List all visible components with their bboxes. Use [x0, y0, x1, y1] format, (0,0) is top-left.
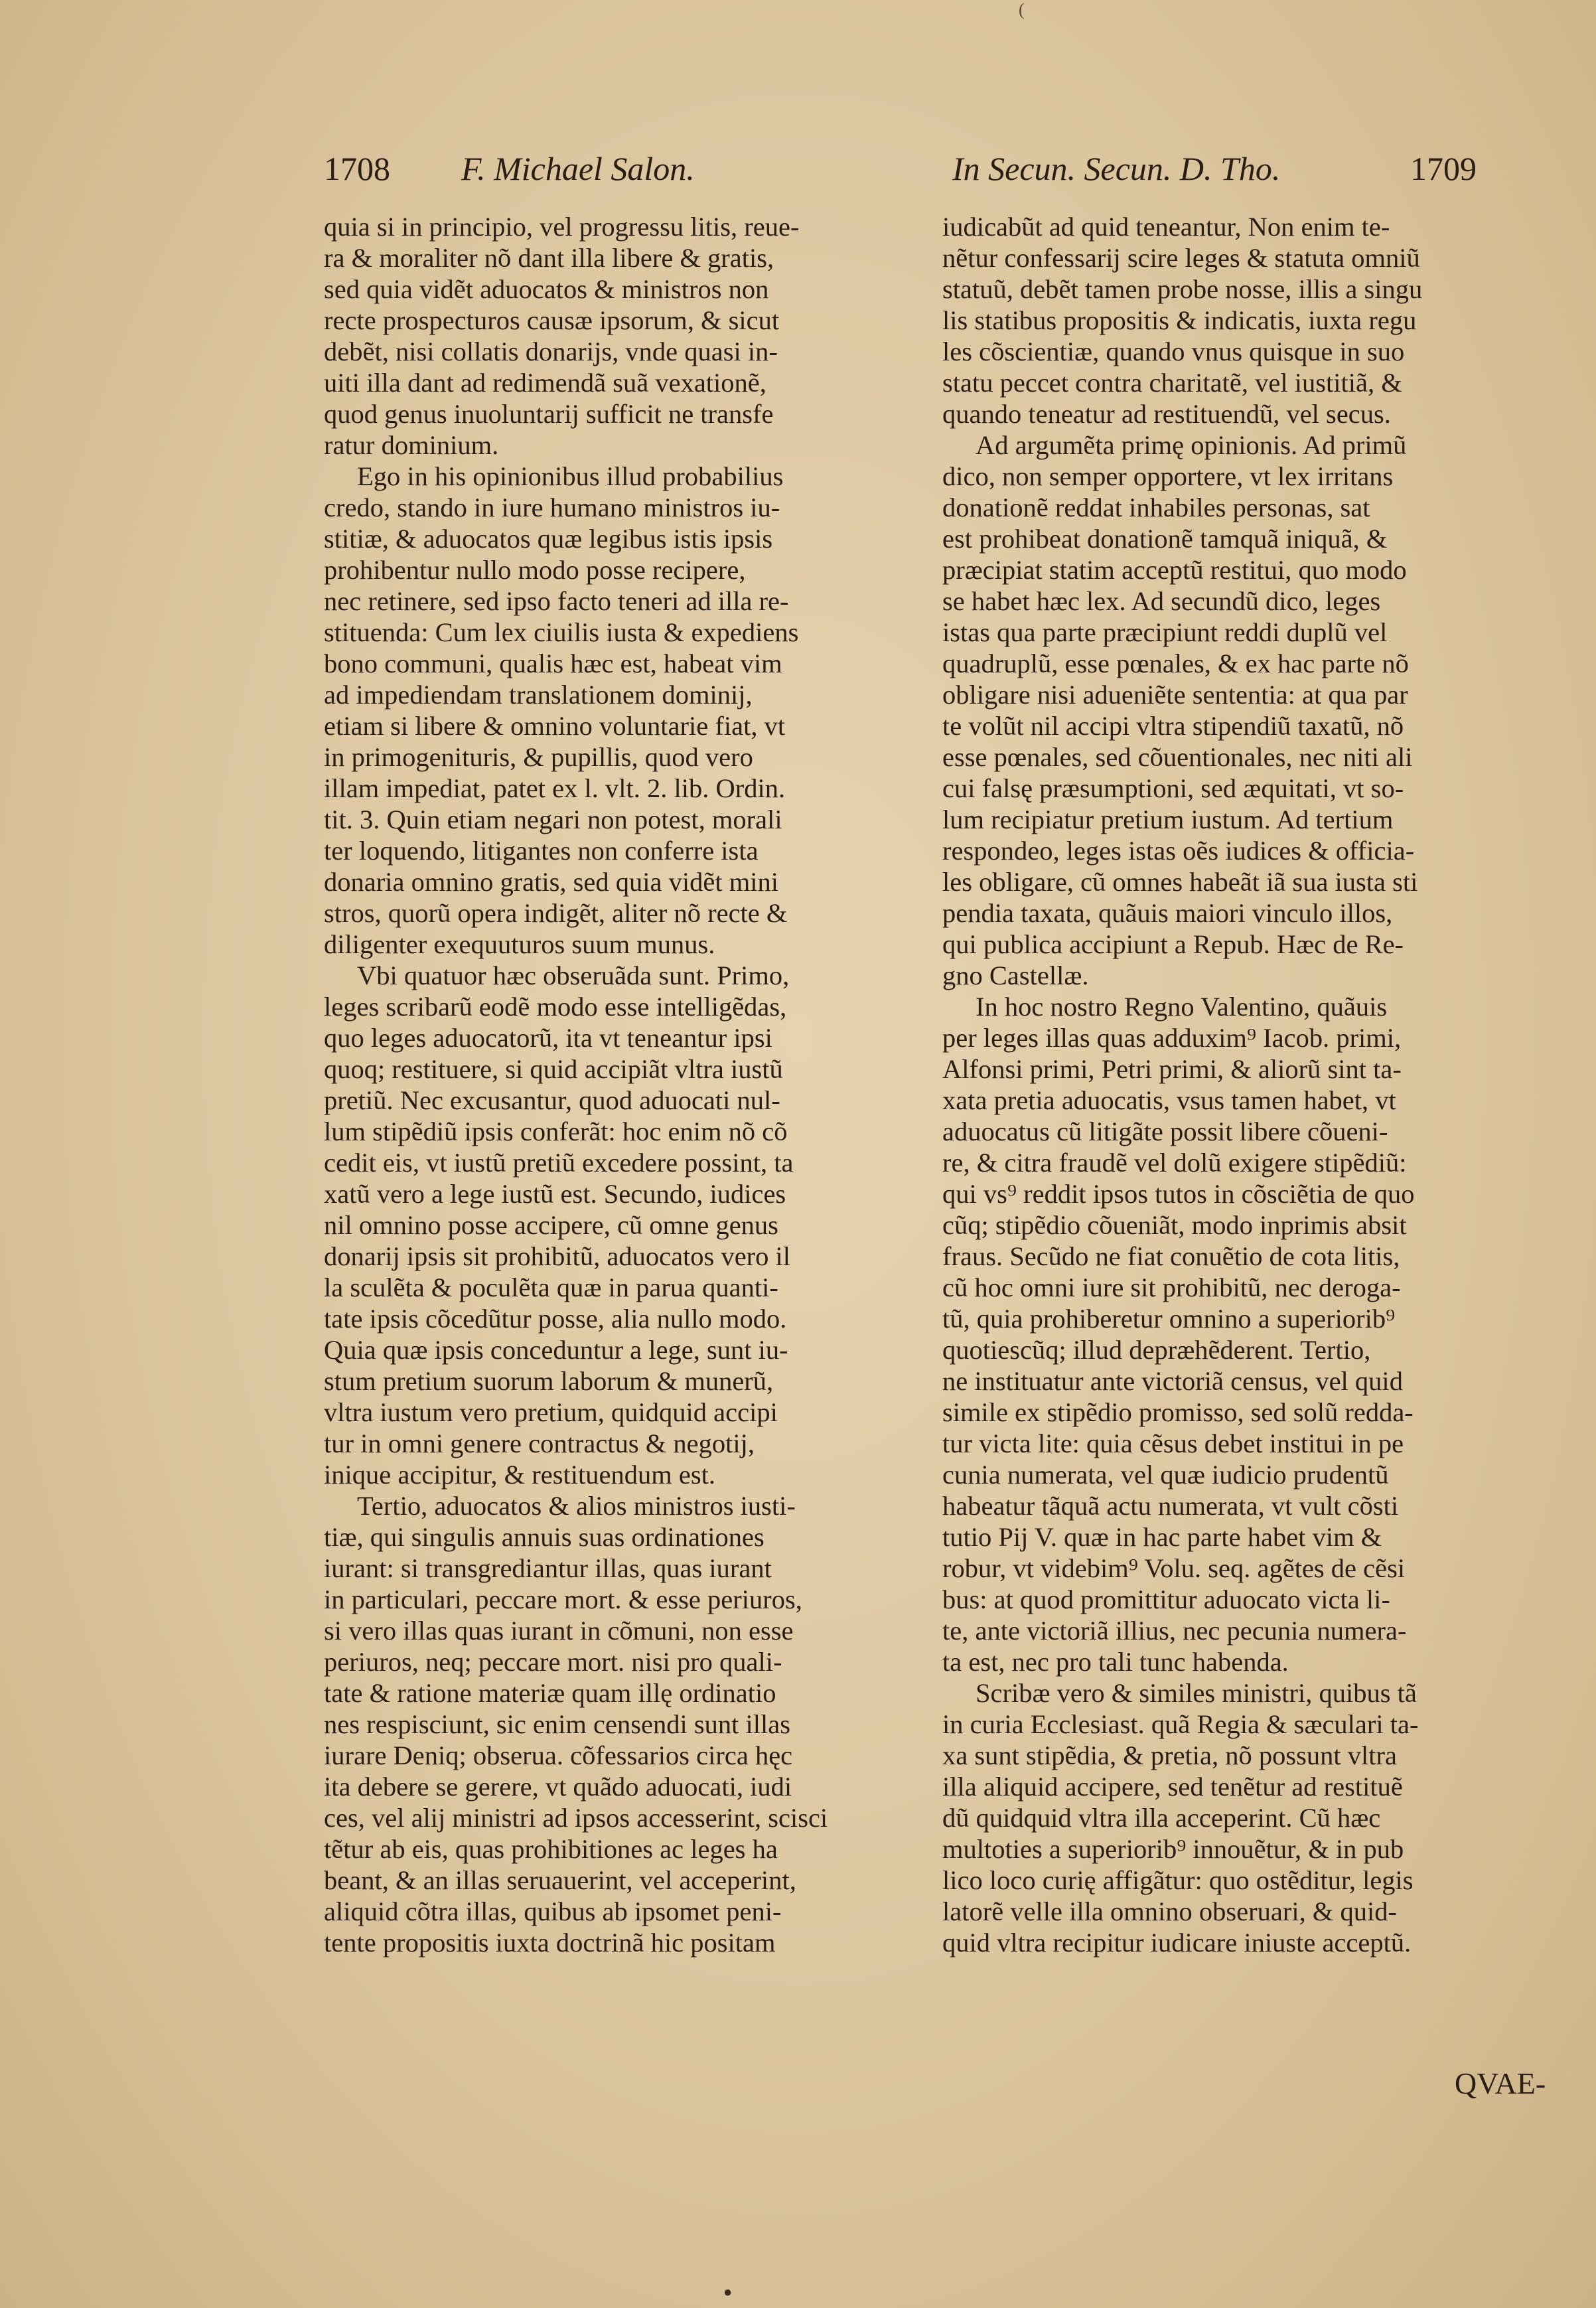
text-line: stum pretium suorum laborum & munerũ,	[324, 1366, 774, 1396]
text-line: donarij ipsis sit prohibitũ, aduocatos vero il	[324, 1241, 791, 1271]
running-title-left: F. Michael Salon.	[461, 150, 695, 187]
text-line: dũ quidquid vltra illa acceperint. Cũ hæc	[942, 1803, 1381, 1833]
text-line: donationẽ reddat inhabiles personas, sat	[942, 493, 1370, 522]
text-line: ratur dominium.	[324, 430, 499, 460]
text-line: Vbi quatuor hæc obseruãda sunt. Primo,	[357, 961, 790, 990]
text-line: lum recipiatur pretium iustum. Ad tertium	[942, 805, 1394, 834]
text-line: les obligare, cũ omnes habeãt iã sua iusta sti	[942, 867, 1418, 897]
text-line: iudicabũt ad quid teneantur, Non enim te-	[942, 212, 1390, 242]
text-line: lico loco curię affigãtur: quo ostẽditur, legis	[942, 1865, 1414, 1895]
text-line: cũ hoc omni iure sit prohibitũ, nec deroga-	[942, 1272, 1401, 1302]
text-line: statuũ, debẽt tamen probe nosse, illis a singu	[942, 274, 1423, 304]
right-text-column	[942, 211, 1505, 1958]
text-line: pretiũ. Nec excusantur, quod aduocati nul-	[324, 1085, 780, 1115]
text-line: nẽtur confessarij scire leges & statuta omniũ	[942, 243, 1420, 273]
text-line: credo, stando in iure humano ministros iu-	[324, 493, 780, 522]
text-line: ces, vel alij ministri ad ipsos accesserint, scisci	[324, 1803, 828, 1833]
text-line: si vero illas quas iurant in cõmuni, non esse	[324, 1616, 794, 1646]
text-line: dico, non semper opportere, vt lex irritans	[942, 461, 1394, 491]
text-line: esse pœnales, sed cõuentionales, nec niti ali	[942, 742, 1413, 772]
text-line: bus: at quod promittitur aduocato victa li-	[942, 1584, 1390, 1614]
text-line: se habet hæc lex. Ad secundũ dico, leges	[942, 586, 1381, 616]
text-line: tur victa lite: quia cẽsus debet institui in pe	[942, 1428, 1404, 1458]
text-line: Scribæ vero & similes ministri, quibus tã	[976, 1678, 1417, 1708]
text-line: obligare nisi adueniẽte sententia: at qua par	[942, 680, 1408, 710]
text-line: beant, & an illas seruauerint, vel acceperint,	[324, 1865, 796, 1895]
text-line: cunia numerata, vel quæ iudicio prudentũ	[942, 1460, 1389, 1490]
running-header	[0, 149, 1596, 202]
text-line: tutio Pij V. quæ in hac parte habet vim &	[942, 1522, 1382, 1552]
text-line: ad impediendam translationem dominij,	[324, 680, 753, 710]
text-line: gno Castellæ.	[942, 961, 1089, 990]
text-line: ta est, nec pro tali tunc habenda.	[942, 1647, 1289, 1677]
text-line: xatũ vero a lege iustũ est. Secundo, iudices	[324, 1179, 786, 1209]
top-edge-mark: (	[1019, 0, 1025, 19]
text-line: qui publica accipiunt a Repub. Hæc de Re-	[942, 929, 1404, 959]
text-line: stros, quorũ opera indigẽt, aliter nõ recte &	[324, 898, 788, 928]
text-line: aduocatus cũ litigãte possit libere cõueni-	[942, 1116, 1388, 1146]
text-line: Ad argumẽta primę opinionis. Ad primũ	[976, 430, 1407, 460]
text-line: lis statibus propositis & indicatis, iuxta regu	[942, 305, 1417, 335]
text-line: ne instituatur ante victoriã census, vel quid	[942, 1366, 1403, 1396]
text-line: quoq; restituere, si quid accipiãt vltra iustũ	[324, 1054, 783, 1084]
text-line: respondeo, leges istas oẽs iudices & officia-	[942, 836, 1415, 866]
text-line: illam impediat, patet ex l. vlt. 2. lib. Ordin.	[324, 773, 786, 803]
text-line: ter loquendo, litigantes non conferre ista	[324, 836, 759, 866]
text-line: simile ex stipẽdio promisso, sed solũ redda-	[942, 1397, 1414, 1427]
running-title-right: In Secun. Secun. D. Tho.	[952, 150, 1281, 187]
text-line: cui falsę præsumptioni, sed æquitati, vt so-	[942, 773, 1404, 803]
text-line: donaria omnino gratis, sed quia vidẽt mini	[324, 867, 778, 897]
text-line: quod genus inuoluntarij sufficit ne transfe	[324, 399, 774, 429]
text-line: in curia Ecclesiast. quã Regia & sæculari ta-	[942, 1709, 1419, 1739]
text-line: Ego in his opinionibus illud probabilius	[357, 461, 784, 491]
text-line: tũ, quia prohiberetur omnino a superiorib⁹	[942, 1304, 1396, 1334]
text-line: leges scribarũ eodẽ modo esse intelligẽdas,	[324, 992, 787, 1022]
text-line: la sculẽta & poculẽta quæ in parua quanti-	[324, 1272, 778, 1302]
text-line: stituenda: Cum lex ciuilis iusta & expediens	[324, 617, 799, 647]
text-line: iurare Deniq; obserua. cõfessarios circa hęc	[324, 1740, 793, 1770]
ornament-dot-icon: ●	[723, 2283, 733, 2300]
text-line: cedit eis, vt iustũ pretiũ excedere possint, ta	[324, 1148, 794, 1178]
text-line: nes respisciunt, sic enim censendi sunt illas	[324, 1709, 790, 1739]
text-line: te, ante victoriã illius, nec pecunia numera-	[942, 1616, 1407, 1646]
text-line: inique accipitur, & restituendum est.	[324, 1460, 715, 1490]
text-line: ra & moraliter nõ dant illa libere & gratis,	[324, 243, 774, 273]
text-line: nec retinere, sed ipso facto teneri ad illa re-	[324, 586, 789, 616]
text-line: etiam si libere & omnino voluntarie fiat, vt	[324, 711, 786, 741]
text-line: Quia quæ ipsis conceduntur a lege, sunt iu-	[324, 1335, 788, 1365]
text-line: les cõscientiæ, quando vnus quisque in suo	[942, 337, 1405, 366]
page-number-right: 1709	[1410, 150, 1477, 187]
text-line: quid vltra recipitur iudicare iniuste acceptũ.	[942, 1928, 1412, 1958]
text-line: vltra iustum vero pretium, quidquid accipi	[324, 1397, 778, 1427]
text-line: latorẽ velle illa omnino obseruari, & quid-	[942, 1896, 1397, 1926]
text-line: xa sunt stipẽdia, & pretia, nõ possunt vltra	[942, 1740, 1398, 1770]
text-line: tit. 3. Quin etiam negari non potest, morali	[324, 805, 782, 834]
text-line: recte prospecturos causæ ipsorum, & sicut	[324, 305, 780, 335]
text-line: debẽt, nisi collatis donarijs, vnde quasi in-	[324, 337, 778, 366]
left-text-column	[324, 211, 893, 1958]
text-line: tate & ratione materiæ quam illę ordinatio	[324, 1678, 776, 1708]
text-line: quotiescũq; illud depræhẽderent. Tertio,	[942, 1335, 1371, 1365]
text-line: aliquid cõtra illas, quibus ab ipsomet peni-	[324, 1896, 782, 1926]
text-line: est prohibeat donationẽ tamquã iniquã, &	[942, 524, 1388, 554]
text-line: bono communi, qualis hæc est, habeat vim	[324, 649, 782, 678]
text-line: quando teneatur ad restituendũ, vel secus.	[942, 399, 1391, 429]
text-line: tate ipsis cõcedũtur posse, alia nullo modo.	[324, 1304, 787, 1334]
text-line: lum stipẽdiũ ipsis conferãt: hoc enim nõ cõ	[324, 1116, 788, 1146]
text-line: quo leges aduocatorũ, ita vt teneantur ipsi	[324, 1023, 772, 1053]
text-line: Alfonsi primi, Petri primi, & aliorũ sint ta-	[942, 1054, 1402, 1084]
text-line: ita debere se gerere, vt quãdo aduocati, iudi	[324, 1772, 792, 1802]
text-line: periuros, neq; peccare mort. nisi pro quali-	[324, 1647, 782, 1677]
text-line: per leges illas quas adduxim⁹ Iacob. primi,	[942, 1023, 1402, 1053]
text-line: in particulari, peccare mort. & esse periuros,	[324, 1584, 802, 1614]
text-line: sed quia vidẽt aduocatos & ministros non	[324, 274, 769, 304]
text-line: robur, vt videbim⁹ Volu. seq. agẽtes de cẽsi	[942, 1553, 1406, 1583]
text-line: tente propositis iuxta doctrinã hic positam	[324, 1928, 776, 1958]
text-line: illa aliquid accipere, sed tenẽtur ad restituẽ	[942, 1772, 1403, 1802]
text-line: præcipiat statim acceptũ restitui, quo modo	[942, 555, 1407, 585]
text-line: nil omnino posse accipere, cũ omne genus	[324, 1210, 778, 1240]
text-line: te volũt nil accipi vltra stipendiũ taxatũ, nõ	[942, 711, 1404, 741]
text-line: statu peccet contra charitatẽ, vel iustitiã, &	[942, 368, 1402, 398]
text-line: uiti illa dant ad redimendã suã vexationẽ,	[324, 368, 766, 398]
text-line: cũq; stipẽdio cõueniãt, modo inprimis absit	[942, 1210, 1407, 1240]
text-line: iurant: si transgrediantur illas, quas iurant	[324, 1553, 772, 1583]
text-line: tẽtur ab eis, quas prohibitiones ac leges ha	[324, 1834, 778, 1864]
page-number-left: 1708	[324, 150, 390, 187]
text-line: habeatur tãquã actu numerata, vt vult cõsti	[942, 1491, 1399, 1521]
text-line: Tertio, aduocatos & alios ministros iusti-	[357, 1491, 796, 1521]
text-line: istas qua parte præcipiunt reddi duplũ vel	[942, 617, 1388, 647]
text-line: pendia taxata, quãuis maiori vinculo illos,	[942, 898, 1393, 928]
text-line: in primogenituris, & pupillis, quod vero	[324, 742, 753, 772]
text-line: quia si in principio, vel progressu litis, reue-	[324, 212, 800, 242]
catchword: QVAE-	[1455, 2066, 1546, 2100]
text-line: multoties a superiorib⁹ innouẽtur, & in pub	[942, 1834, 1404, 1864]
text-line: fraus. Secũdo ne fiat conuẽtio de cota litis,	[942, 1241, 1400, 1271]
text-line: stitiæ, & aduocatos quæ legibus istis ipsis	[324, 524, 773, 554]
text-line: xata pretia aduocatis, vsus tamen habet, vt	[942, 1085, 1396, 1115]
text-line: quadruplũ, esse pœnales, & ex hac parte nõ	[942, 649, 1409, 678]
text-line: prohibentur nullo modo posse recipere,	[324, 555, 746, 585]
text-line: In hoc nostro Regno Valentino, quãuis	[976, 992, 1388, 1022]
text-line: diligenter exequuturos suum munus.	[324, 929, 715, 959]
text-line: tiæ, qui singulis annuis suas ordinationes	[324, 1522, 764, 1552]
text-line: qui vs⁹ reddit ipsos tutos in cõsciẽtia de quo	[942, 1179, 1415, 1209]
text-line: tur in omni genere contractus & negotij,	[324, 1428, 755, 1458]
text-line: re, & citra fraudẽ vel dolũ exigere stipẽdiũ:	[942, 1148, 1407, 1178]
